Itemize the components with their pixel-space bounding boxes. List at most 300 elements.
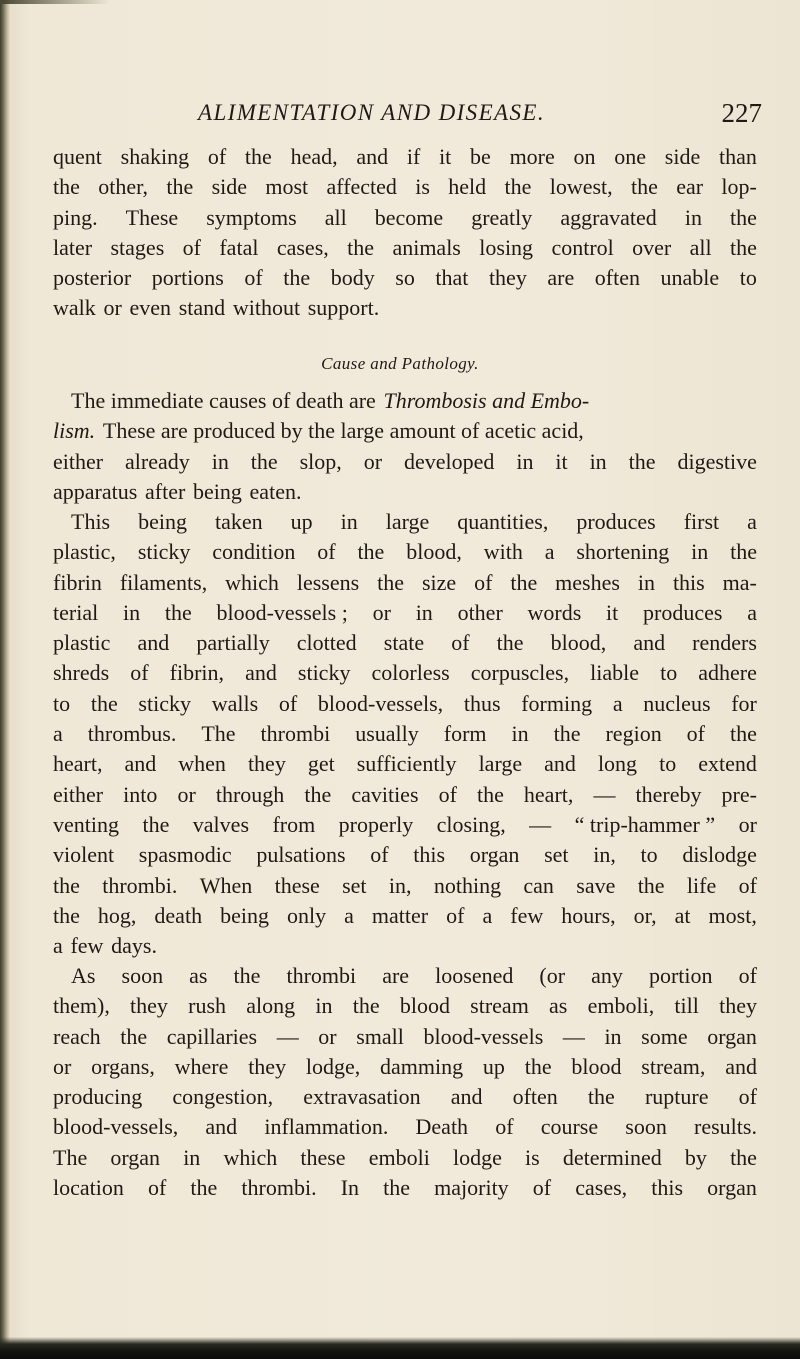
word: cavities [351, 781, 419, 807]
word: produces [576, 509, 656, 534]
word: at [674, 902, 691, 928]
word: and [544, 751, 576, 777]
word: the [730, 204, 757, 230]
word: extravasation [303, 1084, 421, 1110]
word: organ [707, 1175, 757, 1201]
word: than [718, 144, 757, 169]
italic-term-thrombosis-embolism: Thrombosis and Embo- [383, 388, 590, 413]
word: to [640, 842, 658, 868]
word: venting [53, 811, 119, 837]
word: closing, [436, 811, 506, 837]
word: in [691, 539, 709, 565]
word: of [182, 234, 201, 260]
word: liable [590, 660, 640, 686]
word: thrombi [286, 963, 357, 988]
italic-term-embolism-end: lism. [53, 418, 96, 444]
text-line [53, 507, 757, 537]
word: the [510, 569, 538, 595]
word: already [125, 448, 190, 474]
word: few [510, 902, 544, 928]
word: the [504, 174, 532, 200]
text-line [53, 810, 757, 840]
word: the [90, 690, 118, 716]
word: and [124, 751, 157, 777]
word: dislodge [682, 842, 757, 868]
word: either [53, 781, 104, 807]
word: this [672, 569, 705, 595]
word: The [201, 721, 236, 747]
word: in [315, 993, 333, 1019]
text-line [53, 293, 757, 323]
word: the [553, 721, 581, 747]
word: a [612, 690, 623, 716]
word: In [340, 1175, 360, 1201]
word: all [324, 204, 347, 230]
word: of [495, 1114, 514, 1140]
word: the [283, 265, 311, 291]
word: pulsations [256, 842, 346, 868]
text-line [53, 1173, 757, 1203]
word: apparatus [53, 478, 138, 504]
word: the [628, 448, 656, 474]
word: state [383, 630, 425, 656]
text-line [53, 840, 757, 870]
word: size [421, 569, 457, 595]
word: lowest, [549, 174, 613, 200]
word: if [406, 144, 421, 169]
word: in [211, 448, 229, 474]
word: extend [698, 751, 757, 777]
word: or [103, 295, 122, 321]
word: most, [708, 902, 757, 928]
word: through [215, 781, 285, 807]
text-line [53, 871, 757, 901]
text-line [53, 447, 757, 477]
word: often [594, 265, 640, 291]
word: either [53, 448, 104, 474]
word: the [637, 872, 665, 898]
word: fibrin [53, 569, 102, 595]
word: held [448, 174, 487, 200]
word: ping. [53, 204, 98, 230]
word: loosened [435, 963, 514, 988]
word: set [544, 842, 569, 868]
word: ear [676, 174, 704, 200]
text-line [53, 1082, 757, 1112]
word: inflammation. [264, 1114, 389, 1140]
word: large [385, 509, 430, 534]
word: the [383, 1175, 411, 1201]
word: thus [463, 690, 501, 716]
word: of [738, 963, 757, 988]
word: valves [192, 811, 249, 837]
word: where [174, 1053, 229, 1079]
text-line [53, 719, 757, 749]
word: rush [188, 993, 227, 1019]
word: later [53, 234, 93, 260]
word: the [120, 1023, 148, 1049]
word: in [340, 509, 358, 534]
word: hog, [97, 902, 137, 928]
word: only [287, 902, 327, 928]
word: blood-vessels [423, 1023, 544, 1049]
word: get [307, 751, 335, 777]
word: a [53, 933, 63, 959]
text-line [53, 172, 757, 202]
word: they [247, 751, 286, 777]
text-line [53, 537, 757, 567]
text-line [53, 749, 757, 779]
word: become [374, 204, 444, 230]
word: is [415, 174, 430, 200]
word: When [199, 872, 253, 898]
word: other, [98, 174, 149, 200]
text-line [53, 568, 757, 598]
word: all [689, 234, 712, 260]
word: small [356, 1023, 404, 1049]
word: thrombi. [241, 1175, 317, 1201]
word: this [413, 842, 446, 868]
word: congestion, [172, 1084, 274, 1110]
word: which [223, 1144, 278, 1170]
word: these [274, 872, 320, 898]
word: a [544, 539, 555, 565]
word: or [53, 1053, 72, 1079]
word: the [476, 781, 504, 807]
word: in [637, 569, 655, 595]
word: one [614, 144, 647, 169]
word: to [739, 265, 757, 291]
word: blood, [406, 539, 462, 565]
text-line [53, 416, 757, 446]
word: This [71, 509, 111, 534]
word: the [304, 781, 332, 807]
word: region [605, 721, 662, 747]
word: digestive [677, 448, 757, 474]
word: shaking [120, 144, 190, 169]
word: the [587, 1084, 615, 1110]
word: pre- [721, 781, 757, 807]
word: the [729, 721, 757, 747]
word: with [483, 539, 523, 565]
word: of [130, 660, 149, 686]
word: the [233, 963, 261, 988]
word: of [738, 872, 757, 898]
text-line [53, 1052, 757, 1082]
word: adhere [698, 660, 757, 686]
word: as [549, 993, 568, 1019]
word: lop- [721, 174, 757, 200]
word: the [730, 539, 757, 565]
word: a [344, 902, 354, 928]
word: plastic [53, 630, 111, 656]
paragraph-2 [53, 386, 757, 507]
text-line [53, 628, 757, 658]
word: These [125, 204, 179, 230]
word: eaten. [249, 478, 302, 504]
text-line [53, 689, 757, 719]
word: organ [707, 1023, 757, 1049]
word: to [659, 751, 677, 777]
word: quent [53, 144, 102, 169]
word: the [53, 174, 80, 200]
word: it [606, 599, 619, 625]
word: the [53, 902, 80, 928]
word: aggravated [560, 204, 657, 230]
text-line [53, 203, 757, 233]
word: in, [593, 842, 616, 868]
word: or [177, 781, 196, 807]
word: (or [539, 963, 566, 988]
word: nucleus [643, 690, 711, 716]
word: unable [660, 265, 720, 291]
text-line [53, 931, 757, 961]
word: or [372, 599, 391, 625]
word: spasmodic [138, 842, 232, 868]
word: emboli, [587, 993, 655, 1019]
word: when [178, 751, 226, 777]
paragraph-3 [53, 507, 757, 961]
word: a [747, 509, 757, 534]
word: on [573, 144, 596, 169]
word: of [446, 902, 465, 928]
word: lessens [296, 569, 360, 595]
word: damming [380, 1053, 464, 1079]
word: symptoms [206, 204, 297, 230]
word: the [357, 539, 385, 565]
word: thereby [635, 781, 702, 807]
word: often [512, 1084, 558, 1110]
word: of [207, 144, 227, 169]
running-title: ALIMENTATION AND DISEASE. [198, 100, 545, 125]
word: blood-vessels ; [216, 599, 348, 625]
word: can [523, 872, 554, 898]
word: are [382, 963, 410, 988]
page-number: 227 [721, 98, 762, 128]
word: plastic, [53, 539, 116, 565]
word: slop, [299, 448, 342, 474]
word: of [244, 265, 263, 291]
word: set [342, 872, 367, 898]
word: shortening [576, 539, 670, 565]
word: — [562, 1023, 585, 1049]
word: posterior [53, 265, 132, 291]
word: animals [392, 234, 461, 260]
word: nothing [433, 872, 502, 898]
word: and [725, 1053, 757, 1079]
word: “ trip-hammer ” [574, 811, 716, 837]
word: to [53, 690, 71, 716]
word: majority [434, 1175, 509, 1201]
word: the [190, 1175, 218, 1201]
word: side [211, 174, 248, 200]
text-line [53, 233, 757, 263]
word: sticky [137, 539, 191, 565]
word: other [457, 599, 503, 625]
word: to [660, 660, 678, 686]
word: heart, [523, 781, 574, 807]
text-line [53, 658, 757, 688]
word: a [747, 599, 757, 625]
word: shreds [53, 660, 110, 686]
word: renders [692, 630, 757, 656]
word: lodge, [305, 1053, 361, 1079]
word: the [352, 993, 380, 1019]
word: till [674, 993, 699, 1019]
page-spine-shadow [0, 0, 10, 1359]
word: in [589, 448, 607, 474]
word: for [731, 690, 757, 716]
word: they [719, 993, 757, 1019]
word: the [377, 569, 404, 595]
word: the [142, 811, 170, 837]
paragraph-4 [53, 961, 757, 1203]
word: in [684, 204, 702, 230]
word: sticky [297, 660, 351, 686]
word: of [451, 630, 470, 656]
word: colorless [371, 660, 450, 686]
word: some [641, 1023, 688, 1049]
word: producing [53, 1084, 143, 1110]
word: a [53, 721, 63, 747]
text-line [53, 1022, 757, 1052]
word: and [356, 144, 389, 169]
word: stream, [641, 1053, 706, 1079]
word: few [70, 933, 104, 959]
word: heart, [53, 751, 103, 777]
word: being [138, 509, 187, 534]
text-line [53, 961, 757, 991]
word: a [482, 902, 493, 928]
word: the [164, 599, 192, 625]
word: in [516, 448, 534, 474]
word: filaments, [119, 569, 208, 595]
word: blood-vessels, [317, 690, 444, 716]
word: — [276, 1023, 299, 1049]
word: long [597, 751, 638, 777]
word: or [318, 1023, 337, 1049]
word: being [192, 478, 242, 504]
word: blood-vessels, [53, 1114, 179, 1140]
word: along [246, 993, 296, 1019]
word: forming [521, 690, 593, 716]
word: partially [196, 630, 270, 656]
word: so [395, 265, 415, 291]
word: in [604, 1023, 622, 1049]
word: the [166, 174, 194, 200]
word: the [53, 872, 80, 898]
word: blood [399, 993, 450, 1019]
word: of [686, 721, 705, 747]
word: the [730, 1144, 757, 1170]
word: — [529, 811, 552, 837]
text-line [53, 598, 757, 628]
word: blood, [550, 630, 607, 656]
text-line [53, 901, 757, 931]
page-header [0, 100, 800, 140]
text-line [53, 386, 757, 416]
word: over [632, 234, 672, 260]
word: soon [625, 1114, 667, 1140]
word: lodge [452, 1144, 502, 1170]
word: location [53, 1175, 124, 1201]
word: corpuscles, [470, 660, 570, 686]
word: and [633, 630, 666, 656]
text-line [53, 263, 757, 293]
word: or, [633, 902, 657, 928]
word: greatly [471, 204, 533, 230]
word: fibrin, [169, 660, 225, 686]
word: These are produced by the large amount of acetic acid, [102, 418, 584, 444]
word: organs, [91, 1053, 155, 1079]
word: and [245, 660, 277, 686]
word: Death [415, 1114, 469, 1140]
word: stand [178, 295, 226, 321]
word: is [524, 1144, 540, 1170]
word: the [496, 630, 524, 656]
word: thrombi [260, 721, 331, 747]
word: they [488, 265, 527, 291]
word: it [439, 144, 452, 169]
word: thrombus. [87, 721, 177, 747]
word: even [129, 295, 171, 321]
word: days. [111, 933, 157, 959]
word: side [664, 144, 701, 169]
word: hours, [561, 902, 616, 928]
word: emboli [368, 1144, 430, 1170]
word: from [272, 811, 316, 837]
word: death [154, 902, 203, 928]
word: be [470, 144, 491, 169]
word: first [683, 509, 720, 534]
word: terial [53, 599, 99, 625]
word: fatal [219, 234, 259, 260]
word: into [123, 781, 158, 807]
section-subheading: Cause and Pathology. [321, 354, 479, 373]
word: without [232, 295, 301, 321]
page-corner-shadow [0, 0, 110, 4]
word: of [738, 1084, 757, 1110]
word: rupture [644, 1084, 709, 1110]
word: violent [53, 842, 115, 868]
word: words [527, 599, 582, 625]
word: the [524, 1053, 552, 1079]
word: clotted [296, 630, 357, 656]
word: portion [648, 963, 713, 988]
page-bottom-shadow [0, 1337, 800, 1359]
text-line [53, 477, 757, 507]
text-line [53, 780, 757, 810]
word: usually [355, 721, 419, 747]
word: it [555, 448, 568, 474]
word: which [225, 569, 279, 595]
word: form [443, 721, 487, 747]
word: the [250, 448, 278, 474]
word: of [278, 690, 298, 716]
word: As [71, 963, 96, 988]
word: up [482, 1053, 505, 1079]
word: quantities, [457, 509, 549, 534]
word: organ [110, 1144, 161, 1170]
word: of [532, 1175, 552, 1201]
word: any [591, 963, 623, 988]
word: sticky [138, 690, 191, 716]
word: more [509, 144, 555, 169]
word: losing [479, 234, 534, 260]
word: life [686, 872, 717, 898]
word: matter [371, 902, 429, 928]
word: and [450, 1084, 483, 1110]
